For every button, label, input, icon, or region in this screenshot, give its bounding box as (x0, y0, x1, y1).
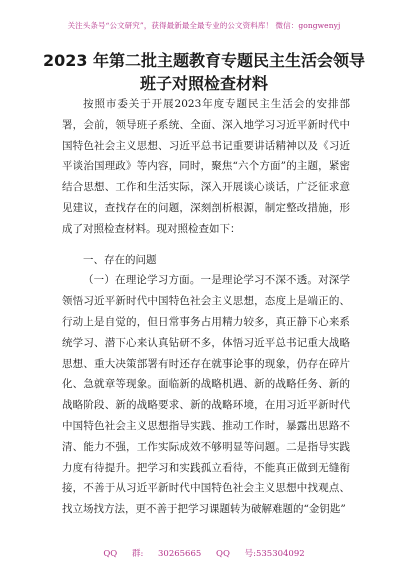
title-line-2: 班子对照检查材料 (139, 74, 268, 93)
document-body (62, 94, 350, 520)
document-title (0, 49, 408, 95)
section-heading: 一、存在的问题 (83, 253, 157, 266)
intro-paragraph: 按照市委关于开展2023年度专题民主生活会的安排部署，会前，领导班子系统、全面、深入地学习习近平新时代中国特色社会主义思想、习近平总书记重要讲话精神以及《习近平谈治国理政》等内容，同时，聚焦“六个方面”的主题，紧密结合思想、工作和生活实际，深入开展谈心谈话，广泛征求意见建议，查找存在的问题，深刻剖析根源，制定整改措施，形成了对照检查材料。现对照检查如下： (62, 98, 350, 235)
title-line-1: 2023 年第二批主题教育专题民主生活会领导 (42, 51, 366, 70)
footer-contact: QQ 群: 30265665 QQ 号:535304092 (103, 549, 305, 559)
header-banner: 关注头条号“公文研究”，获得最新最全最专业的公文资料库！ 微信：gongwenyj (67, 21, 341, 30)
body-paragraph: （一）在理论学习方面。一是理论学习不深不透。对深学领悟习近平新时代中国特色社会主义思想，态度上是端正的、行动上是自觉的，但日常事务占用精力较多，真正静下心来系统学习、潜下心来认真钻研不多，体悟习近平总书记重大战略思想、重大决策部署有时还存在就事论事的现象，仍存在碎片化、急就章等现象。面临新的战略机遇、新的战略任务、新的战略阶段、新的战略要求、新的战略环境，在用习近平新时代中国特色社会主义思想指导实践、推动工作时，暴露出思路不清、能力不强，工作实际成效不够明显等问题。二是指导实践力度有待提升。把学习和实践孤立看待，不能真正做到无缝衔接，不善于从习近平新时代中国特色社会主义思想中找观点、找立场找方法，更不善于把学习课题转为破解难题的“金钥匙” (62, 274, 350, 516)
